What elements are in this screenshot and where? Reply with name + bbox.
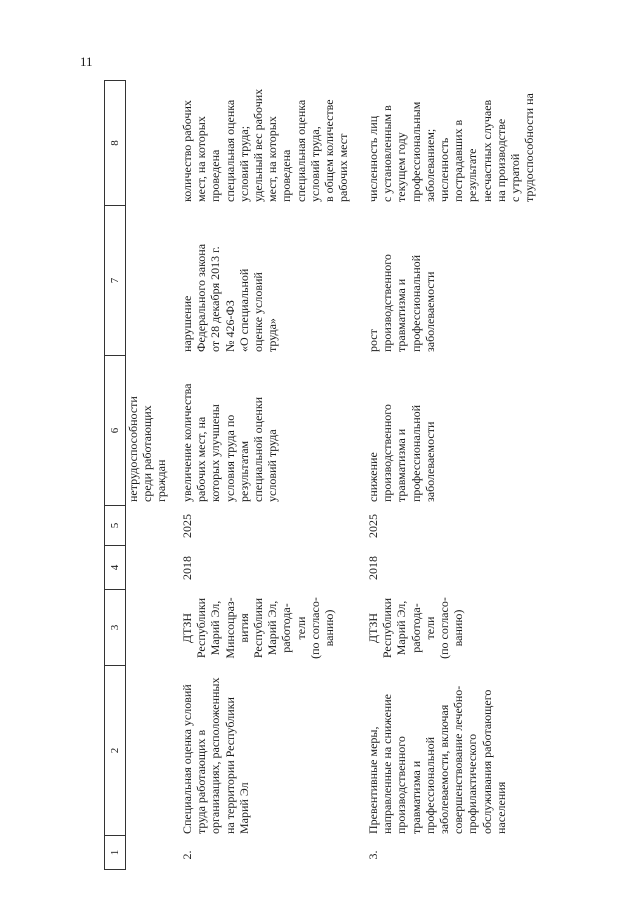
continuation-col6: нетрудоспособности среди работающих граждан <box>126 396 169 502</box>
row3-col5: 2025 <box>366 514 380 538</box>
header-col-6: 6 <box>105 356 125 506</box>
header-col-2: 2 <box>105 666 125 836</box>
header-col-1: 1 <box>105 836 125 870</box>
header-col-3: 3 <box>105 590 125 666</box>
row3-col3: ДТЗН Республики Марий Эл, работода- тели (по согласо- ванию) <box>366 597 466 659</box>
row2-num: 2. <box>180 850 194 860</box>
row3-col7: рост производственного травматизма и профессиональной заболеваемости <box>366 254 437 352</box>
row3-col4: 2018 <box>366 556 380 580</box>
header-col-8: 8 <box>105 80 125 206</box>
row3-col8: численность лиц с установленным в текущем году профессиональным заболеванием; численность пострадавших в результате несчастных случаев на производстве с утратой трудоспособности на <box>366 93 537 202</box>
header-col-5: 5 <box>105 506 125 546</box>
header-col-7: 7 <box>105 206 125 356</box>
row2-col8: количество рабочих мест, на которых проведена специальная оценка условий труда; удельный вес рабочих мест, на которых проведена специальная оценка условий труда, в общем количестве рабочих мест <box>180 88 351 202</box>
row2-col3: ДТЗН Республики Марий Эл, Минсоцраз- вития Республики Марий Эл, работода- тели (по согласо- ванию) <box>180 597 337 659</box>
row2-col6: увеличение количества рабочих мест, на которых улучшены условия труда по результатам специальной оценки условий труда <box>180 383 280 502</box>
rotated-table <box>104 80 632 870</box>
row2-col4: 2018 <box>180 556 194 580</box>
row3-num: 3. <box>366 850 380 860</box>
table-header-row <box>104 80 126 870</box>
row3-col2: Превентивные меры, направленные на снижение производственного травматизма и профессиональной заболеваемости, включая совершенствование лечебно- профилактического обслуживания работающего населения <box>366 685 508 834</box>
row2-col5: 2025 <box>180 514 194 538</box>
header-col-4: 4 <box>105 546 125 590</box>
page-number: 11 <box>80 54 93 69</box>
row2-col2: Специальная оценка условий труда работающих в организациях, расположенных на территории Республики Марий Эл <box>180 677 251 834</box>
row2-col7: нарушение Федерального закона от 28 декабря 2013 г. № 426-ФЗ «О специальной оценке условий труда» <box>180 243 280 352</box>
row3-col6: снижение производственного травматизма и профессиональной заболеваемости <box>366 404 437 502</box>
